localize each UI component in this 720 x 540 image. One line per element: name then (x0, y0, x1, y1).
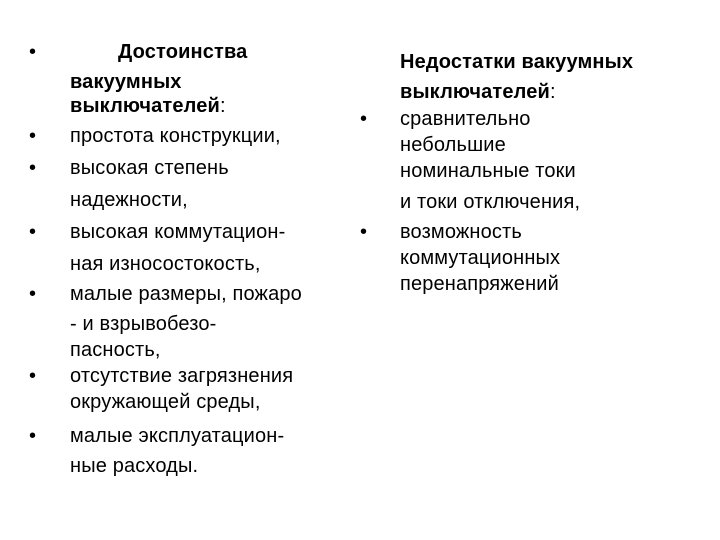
bullet: • (29, 157, 37, 179)
advantage-item: простота конструкции, (70, 125, 281, 147)
disadvantage-item: возможность (400, 221, 522, 243)
advantage-item: надежности, (70, 189, 188, 211)
bullet: • (29, 425, 37, 447)
advantage-item: пасность, (70, 339, 161, 361)
disadvantage-item: номинальные токи (400, 160, 576, 182)
advantage-item: окружающей среды, (70, 391, 261, 413)
bullet: • (29, 283, 37, 305)
advantage-item: ная износостокость, (70, 253, 261, 275)
bullet: • (29, 125, 37, 147)
advantages-heading: вакуумных (70, 71, 182, 93)
advantage-item: ные расходы. (70, 455, 199, 477)
advantage-item: - и взрывобезо- (70, 313, 217, 335)
disadvantage-item: сравнительно (400, 108, 531, 130)
advantages-heading: выключателей: (70, 95, 226, 117)
advantage-item: отсутствие загрязнения (70, 365, 294, 387)
bullet: • (360, 108, 368, 130)
bullet: • (29, 365, 37, 387)
advantage-item: высокая степень (70, 157, 229, 179)
bullet: • (29, 41, 37, 63)
bullet: • (360, 221, 368, 243)
advantages-heading: Достоинства (118, 41, 248, 63)
disadvantages-heading: выключателей: (400, 81, 556, 103)
advantage-item: малые эксплуатацион- (70, 425, 285, 447)
advantage-item: высокая коммутацион- (70, 221, 286, 243)
disadvantage-item: перенапряжений (400, 273, 559, 295)
disadvantage-item: небольшие (400, 134, 506, 156)
disadvantage-item: коммутационных (400, 247, 561, 269)
advantage-item: малые размеры, пожаро (70, 283, 302, 305)
disadvantages-heading: Недостатки вакуумных (400, 51, 634, 73)
disadvantage-item: и токи отключения, (400, 191, 581, 213)
bullet: • (29, 221, 37, 243)
